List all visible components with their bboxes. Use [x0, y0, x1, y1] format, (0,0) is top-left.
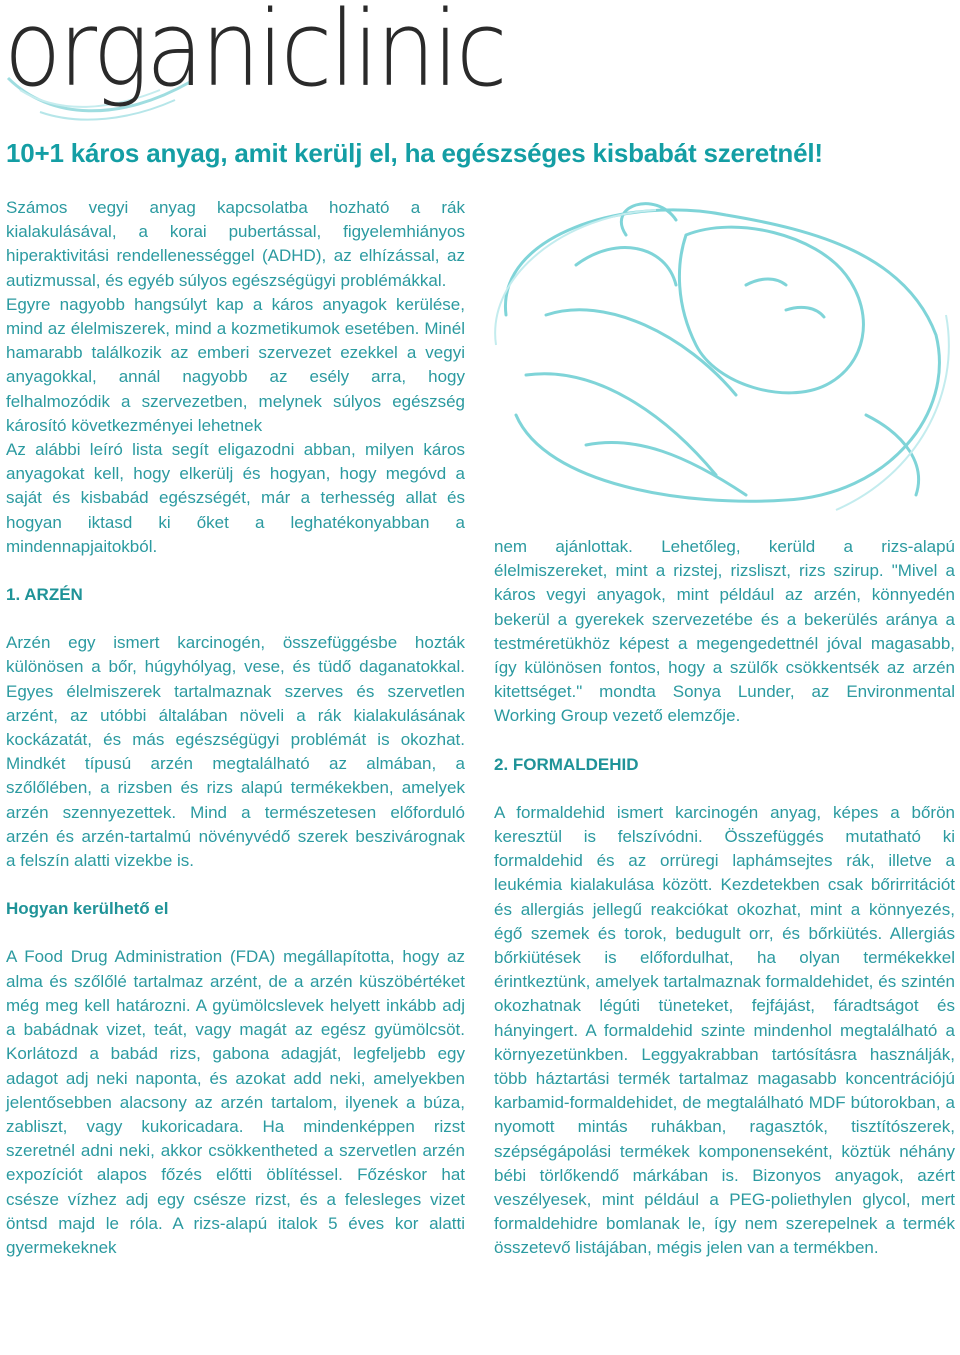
section-2-heading: 2. FORMALDEHID [494, 754, 639, 774]
intro-paragraph-3: Az alábbi leíró lista segít eligazodni abban, milyen káros anyagokat kell, hogy elkerülj és hogyan, hogy megóvd a saját és kisbabád egészségét, már a terhesség allat és hogyan iktasd ki őket a leghatékonyabban a mindennapjaitokból. [6, 440, 465, 556]
intro-paragraph-2: Egyre nagyobb hangsúlyt kap a káros anyagok kerülése, mind az élelmiszerek, mind a kozmetikumok esetében. Minél hamarabb találkozik az emberi szervezet ezekkel a vegyi anyagokkal, annál nagyobb az esély arra, hogy felhalmozódik a szervezetben, melynek súlyos egészség károsító következményei lehetnek [6, 294, 465, 435]
section-2-body: A formaldehid ismert karcinogén anyag, képes a bőrön keresztül is felszívódni. Összefüggés mutatható ki formaldehid és az orrüregi laphámsejtes rák, illetve a leukémia kialakulása között. Kezdetekben csak bőrirritációt és allergiás jellegű reakciókat okozhat, mint a könnyezés, égő szemek és torok, bedugult orr, és bőrkiütés. Allergiás bőrkiütések is előfordulhat, ha olyan termékekkel érintkeztünk, amelyek tartalmaznak formaldehidet, és szintén okozhatnak légúti tüneteket, fejfájást, fáradtságot és hányingert. A formaldehid szinte mindenhol megtalálható a környezetünkben. Leggyakrabban tartósításra használják, több háztartási termék tartalmaz magasabb koncentrációjú karbamid-formaldehidet, de megtalálható MDF bútorokban, a nyomott mintás ruhákban, ragasztók, tisztítószerek, szépségápolási termékek komponenseként, köztük néhány bébi törlőkendő márkában is. Bizonyos anyagok, azért veszélyesek, mint például a PEG-poliethylen glycol, mert formaldehidre bomlanak le, így nem szerepelnek a termék összetevő listájában, mégis jelen van a termékben. [494, 802, 955, 1258]
sleeping-baby-illustration [486, 195, 960, 515]
section-1-heading: 1. ARZÉN [6, 585, 83, 605]
right-column [494, 535, 955, 1261]
section-1-subheading: Hogyan kerülhető el [6, 899, 169, 919]
section-1-continuation: nem ajánlottak. Lehetőleg, kerüld a rizs-alapú élelmiszereket, mint a rizstej, rizsliszt, rizs szirup. "Mivel a káros vegyi anyagok, mint például az arzén, könnyedén bekerül a gyerekek szervezetébe és a bekerülés aránya a testméretükhöz képest a megengedettnél jóval magasabb, így különösen fontos, hogy a szülők csökkentsék az arzén kitettséget." mondta Sonya Lunder, az Environmental Working Group vezető elemzője. [494, 537, 955, 726]
section-1-body: Arzén egy ismert karcinogén, összefüggésbe hozták különösen a bőr, húgyhólyag, vese, és tüdő daganatokkal. Egyes élelmiszerek tartalmaznak szerves és szervetlen arzént, az utóbbi általában növeli a rák kialakulásának kockázatát, és más egészségügyi problémát is okozhat. Mindkét típusú arzén megtalálható az almában, a szőlőlében, a rizsben és rizs alapú termékekben, amelyek arzén szennyezettek. Mind a természetesen előforduló arzén és arzén-tartalmú növényvédő szerek beszivárognak a felszín alatti vizekbe is. [6, 633, 465, 871]
left-column [6, 196, 465, 1260]
section-1-avoid-body: A Food Drug Administration (FDA) megállapította, hogy az alma és szőlőlé tartalmaz arzént, de a arzén küszöbértéket még meg kell határozni. A gyümölcslevek helyett inkább adj a babádnak vizet, teát, vagy magát az egész gyümölcsöt. Korlátozd a babád rizs, gabona adagját, legfeljebb egy adagot adj neki naponta, és azokat add neki, amelyekben jelentősebben alacsony az arzén tartalom, ilyenek a búza, zabliszt, vagy kukoricadara. Ha mindenképpen rizst szeretnél adni neki, akkor csökkentheted a szervetlen arzén expozíciót alapos főzés előtti öblítéssel. Főzéskor hat csésze vízhez adj egy csésze rizst, és a felesleges vizet öntsd majd le róla. A rizs-alapú italok 5 éves kor alatti gyermekeknek [6, 947, 465, 1257]
intro-paragraph-1: Számos vegyi anyag kapcsolatba hozható a rák kialakulásával, a korai pubertással, figyelemhiányos hiperaktivitási rendellenességgel (ADHD), az elhízással, az autizmussal, és egyéb súlyos egészségügyi problémákkal. [6, 198, 465, 290]
brand-logo [0, 0, 505, 125]
logo-wordmark: organiclinic [4, 0, 505, 110]
page-title: 10+1 káros anyag, amit kerülj el, ha egészséges kisbabát szeretnél! [6, 138, 823, 168]
